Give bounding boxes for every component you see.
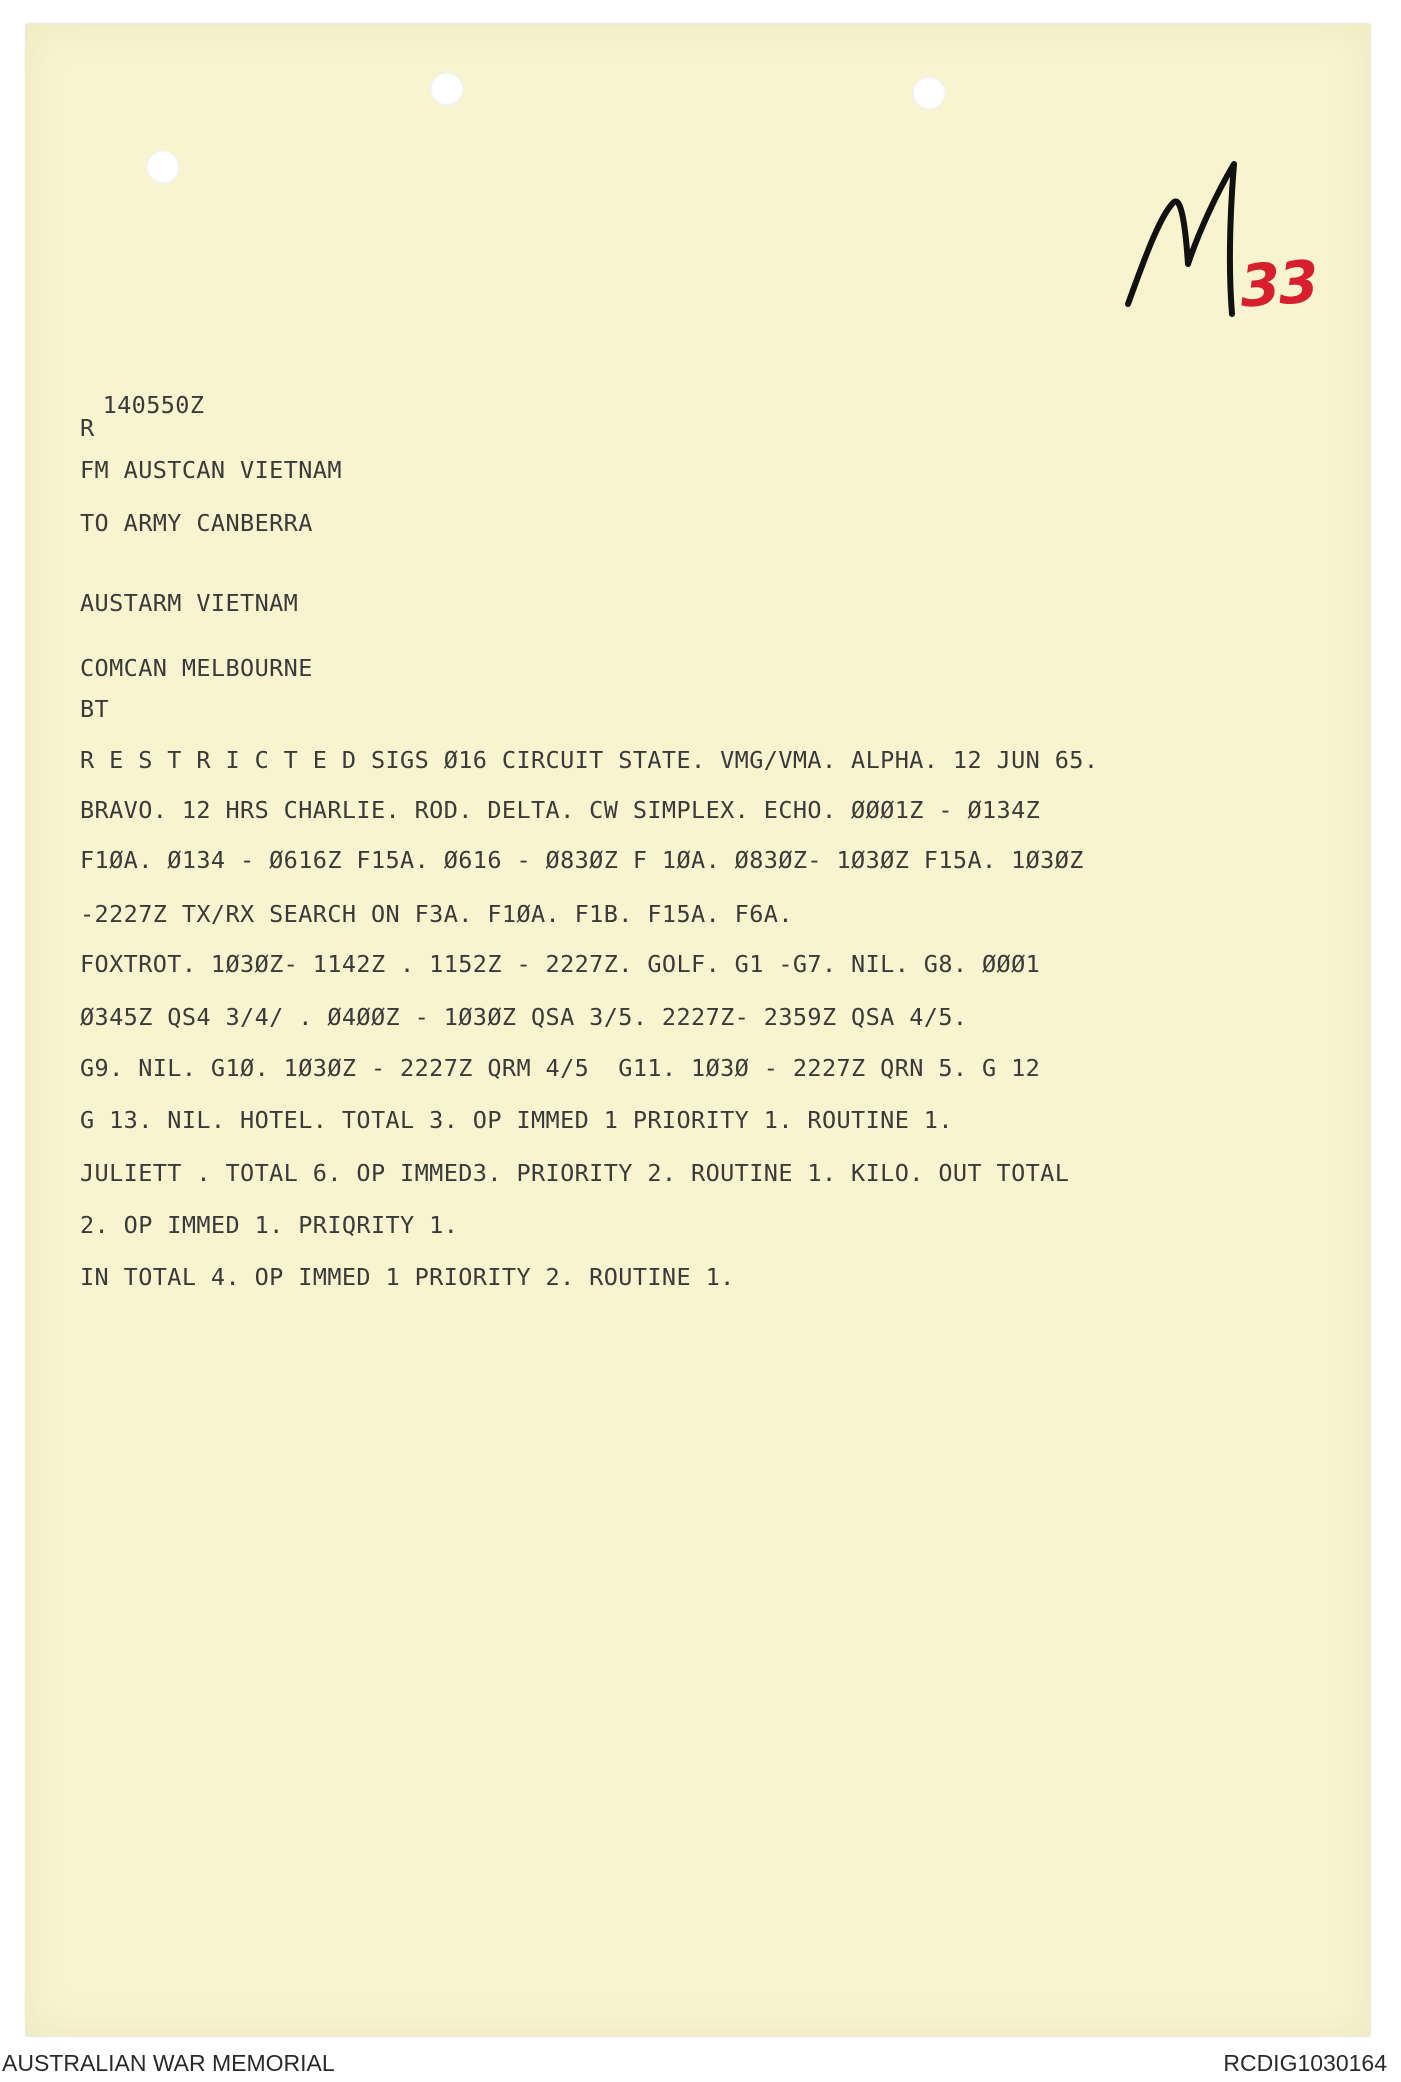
info-addressee-1: AUSTARM VIETNAM: [80, 589, 299, 617]
datetime-group: 140550Z: [102, 391, 205, 419]
message-body-line: IN TOTAL 4. OP IMMED 1 PRIORITY 2. ROUTINE 1.: [80, 1263, 735, 1291]
message-body-line: G 13. NIL. HOTEL. TOTAL 3. OP IMMED 1 PRIORITY 1. ROUTINE 1.: [80, 1106, 953, 1134]
from-line: FM AUSTCAN VIETNAM: [80, 456, 342, 484]
info-addressee-2: COMCAN MELBOURNE: [80, 654, 313, 682]
break-marker: BT: [80, 695, 110, 723]
message-body-line: 2. OP IMMED 1. PRIQRITY 1.: [80, 1211, 459, 1239]
message-body-line: Ø345Z QS4 3/4/ . Ø4ØØZ - 1Ø3ØZ QSA 3/5. 2227Z- 2359Z QSA 4/5.: [80, 1003, 968, 1031]
archive-reference-id: RCDIG1030164: [1223, 2050, 1387, 2076]
message-body-line: F1ØA. Ø134 - Ø616Z F15A. Ø616 - Ø83ØZ F 1ØA. Ø83ØZ- 1Ø3ØZ F15A. 1Ø3ØZ: [80, 846, 1084, 874]
message-body-line: G9. NIL. G1Ø. 1Ø3ØZ - 2227Z QRM 4/5 G11. 1Ø3Ø - 2227Z QRN 5. G 12: [80, 1054, 1041, 1082]
archive-credit: AUSTRALIAN WAR MEMORIAL: [2, 2050, 335, 2076]
message-body-line: -2227Z TX/RX SEARCH ON F3A. F1ØA. F1B. F15A. F6A.: [80, 900, 793, 928]
folio-number: 33: [1237, 247, 1319, 321]
punch-hole: [146, 150, 180, 184]
message-precedence-dtg: [80, 391, 205, 442]
message-body-line: JULIETT . TOTAL 6. OP IMMED3. PRIORITY 2. ROUTINE 1. KILO. OUT TOTAL: [80, 1159, 1070, 1187]
message-body-line: BRAVO. 12 HRS CHARLIE. ROD. DELTA. CW SIMPLEX. ECHO. ØØØ1Z - Ø134Z: [80, 796, 1041, 824]
message-body-line: R E S T R I C T E D SIGS Ø16 CIRCUIT STATE. VMG/VMA. ALPHA. 12 JUN 65.: [80, 746, 1099, 774]
precedence: R: [80, 414, 95, 442]
message-body-line: FOXTROT. 1Ø3ØZ- 1142Z . 1152Z - 2227Z. GOLF. G1 -G7. NIL. G8. ØØØ1: [80, 950, 1041, 978]
to-line: TO ARMY CANBERRA: [80, 509, 313, 537]
folio-letter-handwritten: [1116, 154, 1246, 324]
punch-hole: [912, 76, 946, 110]
punch-hole: [430, 72, 464, 106]
